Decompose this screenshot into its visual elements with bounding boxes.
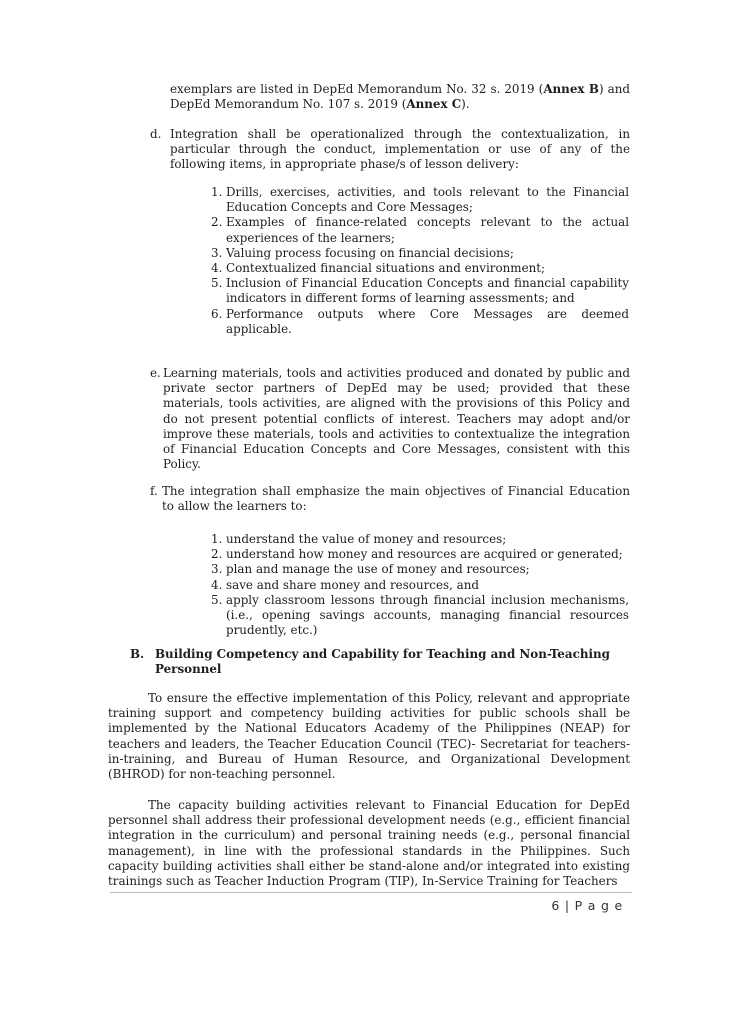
- list-item: 1. understand the value of money and resources;: [211, 532, 507, 546]
- section-b-heading: [130, 647, 630, 677]
- list-item: 3. plan and manage the use of money and resources;: [211, 562, 530, 577]
- list-item: 3. Valuing process focusing on financial decisions;: [211, 245, 514, 260]
- paragraph-training: To ensure the effective implementation of this Policy, relevant and appropriate training support and competency building activities for public schools shall be implemented by the National Educators Academy of the Philippines (NEAP) for teachers and leaders, the Teacher Education Council (TEC)- Secretariat for teachers-in-training, and Bureau of Human Resource, and Organizational Development (BHROD) for non-teaching personnel.: [108, 691, 630, 782]
- intro-text-1: exemplars are listed in DepEd Memorandum No. 32 s. 2019 (: [170, 82, 544, 96]
- subsection-e-text: Learning materials, tools and activities produced and donated by public and private sector partners of DepEd may be used; provided that these materials, tools activities, are aligned with the provisions of this Policy and do not present potential conflicts of interest. Teachers may adopt and/or improve these materials, tools and activities to contextualize the integration of Financial Education Concepts and Core Messages, consistent with this Policy.: [163, 366, 630, 472]
- list-item: 5. Inclusion of Financial Education Concepts and financial capability indicators in different forms of learning assessments; and: [211, 276, 629, 306]
- list-d: [211, 185, 629, 337]
- list-item: 4. save and share money and resources, and: [211, 577, 480, 592]
- subsection-d-text: Integration shall be operationalized through the contextualization, in particular through the conduct, implementation or use of any of the following items, in appropriate phase/s of lesson delivery:: [170, 127, 630, 172]
- subsection-e: [150, 366, 630, 472]
- section-title: Building Competency and Capability for Teaching and Non-Teaching Personnel: [155, 647, 610, 677]
- list-item: 2. understand how money and resources are acquired or generated;: [211, 547, 623, 562]
- subsection-letter: d.: [150, 127, 162, 141]
- subsection-d: [150, 127, 630, 173]
- paragraph-capacity: The capacity building activities relevant to Financial Education for DepEd personnel shall address their professional development needs (e.g., efficient financial integration in the curriculum) and personal training needs (e.g., personal financial management), in line with the professional standards in the Philippines. Such capacity building activities shall either be stand-alone and/or integrated into existing trainings such as Teacher Induction Program (TIP), In-Service Training for Teachers: [108, 798, 630, 889]
- subsection-f: [150, 484, 630, 514]
- list-item: 6. Performance outputs where Core Messages are deemed applicable.: [211, 306, 629, 336]
- list-item: 5. apply classroom lessons through financial inclusion mechanisms, (i.e., opening savings accounts, managing financial resources prudently, etc.): [211, 592, 629, 638]
- intro-text-3: ).: [461, 97, 470, 112]
- annex-b-label: Annex B: [543, 82, 599, 96]
- intro-text-2: ) and DepEd Memorandum No. 107 s. 2019 (: [170, 82, 630, 112]
- list-f: [211, 532, 629, 638]
- annex-c-label: Annex C: [406, 97, 462, 112]
- subsection-letter: f.: [150, 484, 158, 498]
- list-item: 4. Contextualized financial situations and environment;: [211, 261, 546, 276]
- subsection-letter: e.: [150, 366, 161, 380]
- list-item: 1. Drills, exercises, activities, and tools relevant to the Financial Education Concepts and Core Messages;: [211, 185, 629, 215]
- subsection-f-text: The integration shall emphasize the main objectives of Financial Education to allow the learners to:: [162, 484, 630, 514]
- list-item: 2. Examples of finance-related concepts relevant to the actual experiences of the learners;: [211, 215, 629, 245]
- page-number: 6 | P a g e: [551, 898, 623, 913]
- footer-divider: [110, 892, 632, 893]
- intro-paragraph: [170, 82, 630, 112]
- section-letter: B.: [130, 647, 145, 661]
